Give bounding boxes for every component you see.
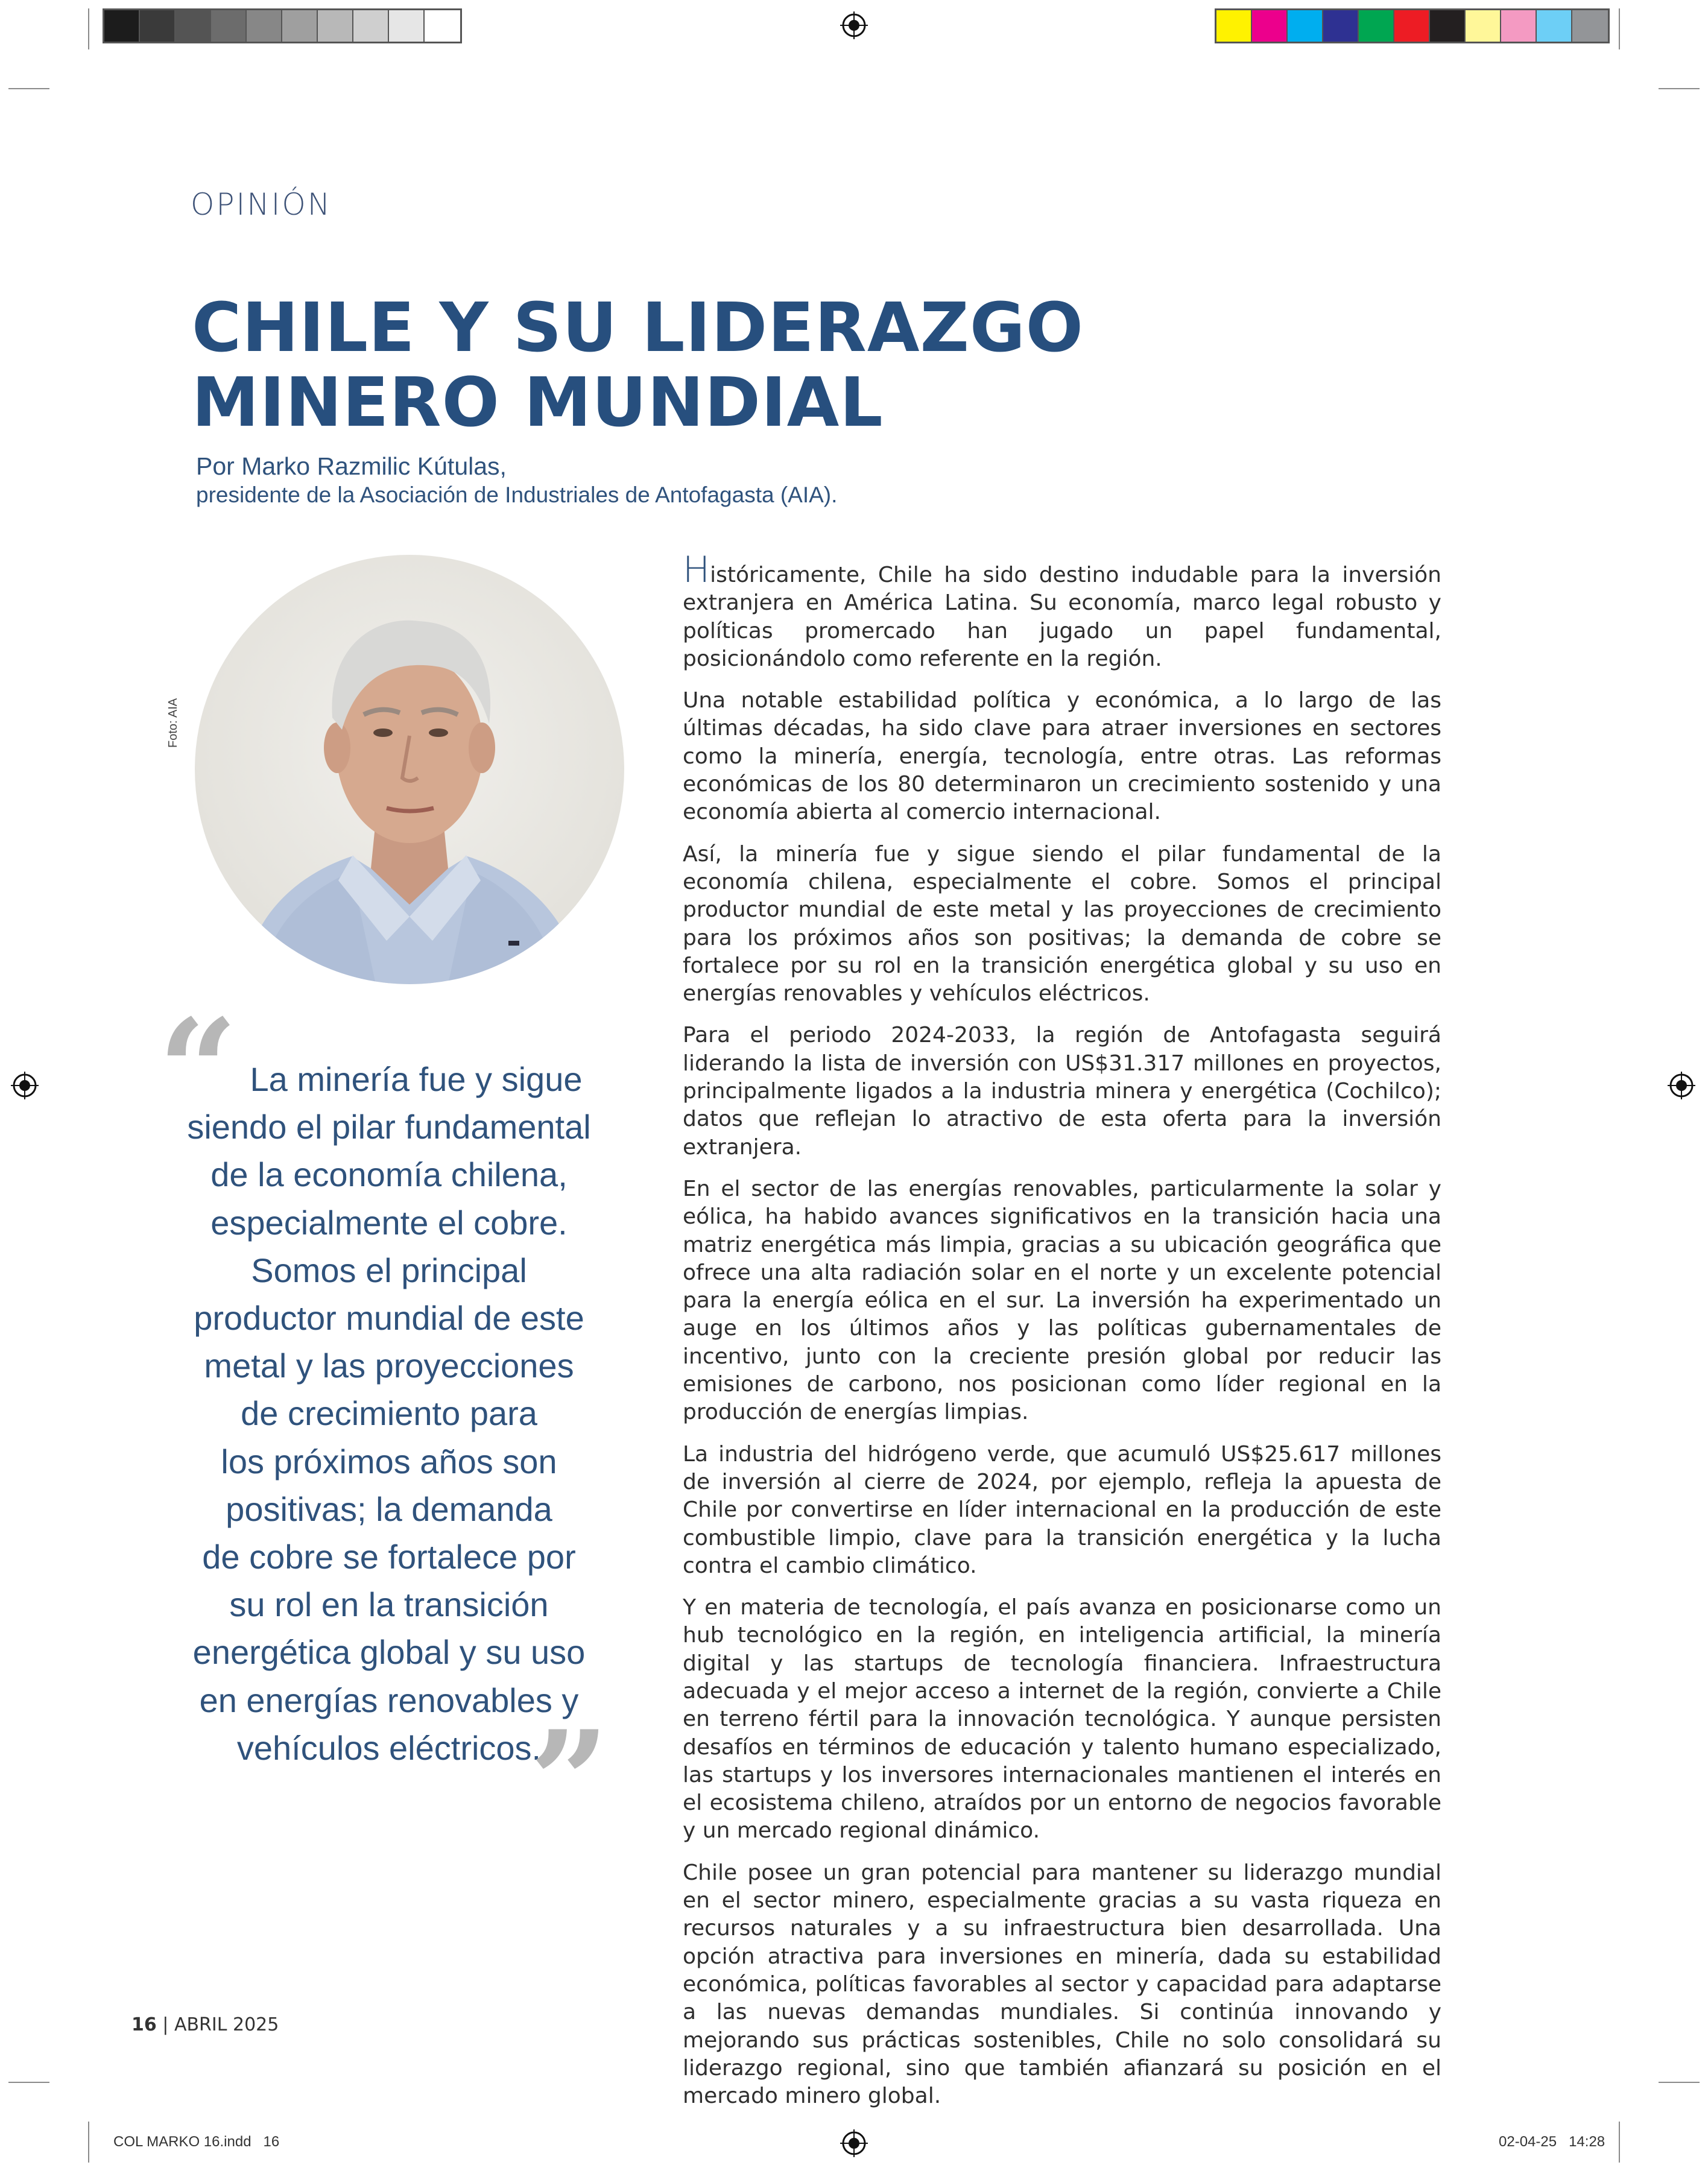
color-swatch — [1252, 10, 1288, 42]
paragraph-text: istóricamente, Chile ha sido destino indudable para la inversión extranjera en América Latina. Su economía, marco legal robusto y políticas promercado han jugado un papel fundamental, posicionándolo como referente en la región. — [683, 563, 1441, 671]
pull-quote-line: vehículos eléctricos. — [236, 1728, 542, 1767]
crop-mark — [1659, 88, 1700, 89]
close-quote-icon: ” — [530, 1701, 610, 1863]
article-paragraph — [683, 549, 1441, 673]
registration-target-icon — [840, 2129, 868, 2157]
pull-quote-line: La minería fue y sigue — [250, 1060, 583, 1098]
crop-mark — [8, 88, 49, 89]
pull-quote-line: de crecimiento para — [241, 1394, 537, 1433]
open-quote-icon: “ — [158, 989, 238, 1152]
article-paragraph: Chile posee un gran potencial para mantener su liderazgo mundial en el sector minero, especialmente gracias a su vasta riqueza en recursos naturales y a su infraestructura bien desarrollada. Una opción atractiva para inversiones en minería, dada su estabilidad económica, políticas favorables al sector y capacidad para adaptarse a las nuevas demandas mundiales. Si continúa innovando y mejorando sus prácticas sostenibles, Chile no solo consolidará su liderazgo regional, sino que también afianzará su posición en el mercado minero global. — [683, 1860, 1441, 2109]
article-paragraph: Para el periodo 2024-2033, la región de Antofagasta seguirá liderando la lista de inversión con US$31.317 millones en proyectos, principalmente ligados a la industria minera y energética (Cochilco); datos que reflejan lo atractivo de esta oferta para la inversión extranjera. — [683, 1023, 1441, 1160]
byline-role: presidente de la Asociación de Industriales de Antofagasta (AIA). — [196, 482, 838, 507]
article-title-line: CHILE Y SU LIDERAZGO — [192, 289, 1084, 367]
registration-target-icon — [1668, 1072, 1695, 1099]
pull-quote-line: positivas; la demanda — [226, 1490, 552, 1528]
gray-swatch — [389, 10, 425, 42]
folio-separator: | — [162, 2014, 169, 2035]
color-swatch — [1537, 10, 1572, 42]
pull-quote-line: en energías renovables y — [199, 1681, 579, 1719]
gray-swatch — [425, 10, 460, 42]
gray-swatch — [247, 10, 282, 42]
crop-mark — [8, 2082, 49, 2083]
pull-quote-line: de cobre se fortalece por — [202, 1538, 576, 1576]
color-swatch — [1359, 10, 1394, 42]
crop-mark — [1619, 8, 1620, 49]
color-swatch — [1323, 10, 1359, 42]
gray-swatch — [282, 10, 318, 42]
slug-timestamp: 02-04-25 14:28 — [1499, 2134, 1605, 2150]
article-paragraph: En el sector de las energías renovables, particularmente la solar y eólica, ha habido avances significativos en la transición hacia una matriz energética más limpia, gracias a su ubicación geográfica que ofrece una alta radiación solar en el norte y un excelente potencial para la energía eólica en el sur. La inversión ha experimentado un auge en los últimos años y las políticas gubernamentales de incentivo, junto con la creciente presión global por reducir las emisiones de carbono, nos posicionan como líder regional en la producción de energías limpias. — [683, 1176, 1441, 1425]
color-swatch — [1466, 10, 1501, 42]
author-portrait — [195, 555, 624, 984]
crop-mark — [1659, 2082, 1700, 2083]
drop-cap: H — [683, 549, 710, 591]
article-paragraph: Así, la minería fue y sigue siendo el pilar fundamental de la economía chilena, especialmente el cobre. Somos el principal productor mundial de este metal y las proyecciones de crecimiento para los próximos años son positivas; la demanda de cobre se fortalece por su rol en la transición energética global y su uso en energías renovables y vehículos eléctricos. — [683, 841, 1441, 1006]
pull-quote-line: su rol en la transición — [229, 1585, 549, 1624]
pull-quote-line: de la economía chilena, — [210, 1155, 568, 1194]
pull-quote-line: energética global y su uso — [192, 1633, 586, 1672]
crop-mark — [1619, 2122, 1620, 2163]
color-swatch — [1288, 10, 1323, 42]
crop-mark — [88, 2122, 89, 2163]
byline-author: Por Marko Razmilic Kútulas, — [196, 452, 507, 480]
portrait-illustration — [195, 555, 624, 984]
registration-target-icon — [11, 1072, 39, 1099]
color-swatch — [1430, 10, 1466, 42]
crop-mark — [88, 8, 89, 49]
issue-date: ABRIL 2025 — [174, 2014, 279, 2035]
article-paragraph: Y en materia de tecnología, el país avanza en posicionarse como un hub tecnológico en la región, en inteligencia artificial, la minería digital y las startups de tecnología financiera. Infraestructura adecuada y el mejor acceso a internet de la región, convierte a Chile en terreno fértil para la innovación tecnológica. Y aunque persisten desafíos en términos de educación y talento humano especializado, las startups y los inversores internacionales mantienen el interés en el ecosistema chileno, atraídos por un entorno de negocios favorable y un mercado regional dinámico. — [683, 1595, 1441, 1844]
gray-swatch — [176, 10, 211, 42]
pull-quote-line: Somos el principal — [251, 1251, 527, 1289]
color-swatch — [1216, 10, 1252, 42]
page-number: 16 — [131, 2014, 157, 2035]
slug-filename: COL MARKO 16.indd 16 — [113, 2134, 280, 2150]
color-swatch — [1501, 10, 1537, 42]
pull-quote-line: siendo el pilar fundamental — [187, 1108, 591, 1146]
process-color-bar — [1215, 8, 1610, 43]
pull-quote-line: productor mundial de este — [194, 1299, 584, 1338]
pull-quote — [181, 1055, 597, 1772]
gray-swatch — [353, 10, 389, 42]
gray-swatch — [211, 10, 247, 42]
section-label: OPINIÓN — [191, 187, 332, 222]
article-body — [683, 549, 1441, 2124]
article-title — [192, 291, 1084, 440]
gray-swatch — [104, 10, 140, 42]
grayscale-color-bar — [103, 8, 462, 43]
registration-target-icon — [840, 11, 868, 39]
pull-quote-line: los próximos años son — [221, 1442, 557, 1481]
pull-quote-line: metal y las proyecciones — [204, 1347, 574, 1385]
page-folio — [131, 2014, 279, 2035]
photo-credit: Foto: AIA — [166, 698, 180, 748]
gray-swatch — [318, 10, 353, 42]
color-swatch — [1572, 10, 1608, 42]
gray-swatch — [140, 10, 176, 42]
article-paragraph: Una notable estabilidad política y económica, a lo largo de las últimas décadas, ha sido clave para atraer inversiones en sectores como la minería, energía, tecnología, entre otras. Las reformas económicas de los 80 determinaron un crecimiento sostenido y una economía abierta al comercio internacional. — [683, 688, 1441, 825]
article-paragraph: La industria del hidrógeno verde, que acumuló US$25.617 millones de inversión al cierre de 2024, por ejemplo, refleja la apuesta de Chile por convertirse en líder internacional en la producción de este combustible limpio, clave para la transición energética y la lucha contra el cambio climático. — [683, 1441, 1441, 1578]
pull-quote-line: especialmente el cobre. — [210, 1203, 568, 1242]
article-title-line: MINERO MUNDIAL — [192, 364, 884, 442]
color-swatch — [1394, 10, 1430, 42]
